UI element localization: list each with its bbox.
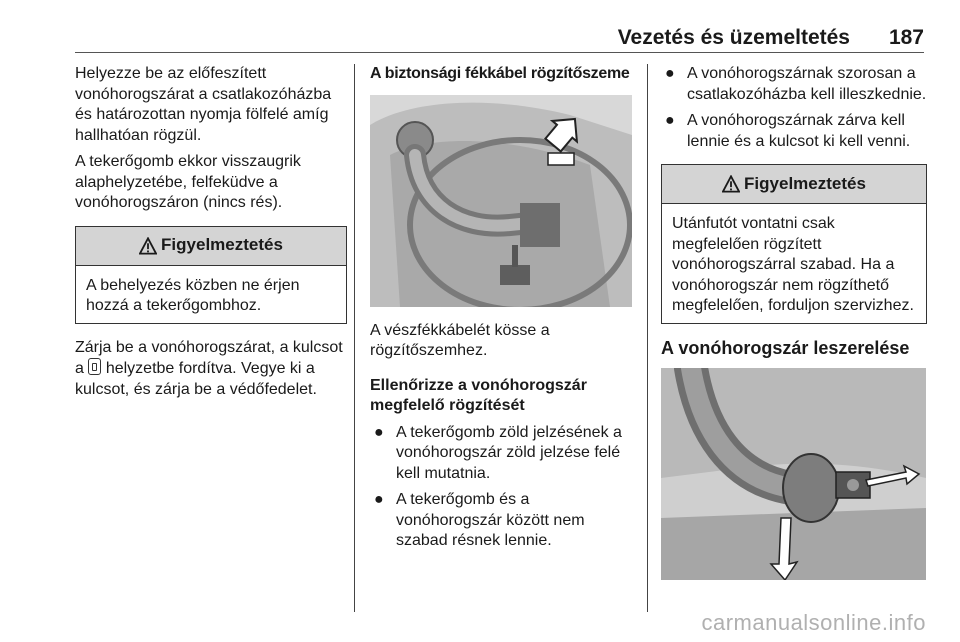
- bullet: ●: [374, 423, 384, 441]
- paragraph: A tekerőgomb ekkor visszaugrik alaphelyzetébe, felfeküdve a vonóhorogszáron (nincs rés).: [75, 153, 301, 211]
- section-title: A vonóhorogszár leszerelése: [661, 337, 910, 358]
- warning-header: [662, 165, 926, 204]
- watermark-text: carmanualsonline.info: [701, 610, 926, 635]
- warning-box: [75, 226, 347, 324]
- header-rule: [75, 52, 924, 53]
- warning-title: Figyelmeztetés: [161, 235, 283, 255]
- subsection-title: Ellenőrizze a vonóhorogszár megfelelő rögzítését: [370, 376, 587, 414]
- text: helyzetbe fordítva. Vegye ki a kulcsot, és zárja be a védőfedelet.: [75, 360, 317, 398]
- text: Zárja be a vonóhorogszárat, a kulcsot a: [75, 338, 343, 377]
- list-item: [370, 490, 632, 552]
- column-middle: [370, 64, 632, 558]
- check-list: [370, 423, 632, 552]
- lock-icon: [88, 358, 101, 375]
- list-item-text: A vonóhorogszárnak zárva kell lennie és a kulcsot ki kell venni.: [687, 112, 911, 150]
- warning-title: Figyelmeztetés: [744, 173, 866, 193]
- section-title: A biztonsági fékkábel rögzítőszeme: [370, 65, 630, 82]
- warning-text: A behelyezés közben ne érjen hozzá a tekerőgombhoz.: [86, 276, 300, 314]
- bullet: ●: [665, 112, 675, 129]
- column-divider: [354, 64, 355, 612]
- bullet: ●: [665, 65, 675, 82]
- paragraph: Helyezze be az előfeszített vonóhorogszárat a csatlakozóházba és határozottan nyomja fölfelé amíg hallhatóan rögzül.: [75, 65, 332, 144]
- towbar-eyelet-illustration: [370, 95, 632, 307]
- column-left: [75, 64, 347, 406]
- column-right: [661, 64, 927, 580]
- warning-triangle-icon: [722, 175, 740, 193]
- list-item-text: A tekerőgomb zöld jelzésének a vonóhorogszár zöld jelzése felé kell mutatnia.: [396, 423, 622, 482]
- page-header: [0, 0, 960, 56]
- warning-text: Utánfutót vontatni csak megfelelően rögzített vonóhorogszárral szabad. Ha a vonóhorogszár nem rögzíthető megfelelően, forduljon szervizhez.: [672, 215, 914, 314]
- check-list: [661, 64, 927, 152]
- warning-box: [661, 164, 927, 324]
- list-item: [661, 111, 927, 152]
- list-item: [661, 64, 927, 105]
- column-divider: [647, 64, 648, 612]
- warning-triangle-icon: [139, 237, 157, 255]
- towbar-removal-illustration: [661, 368, 926, 580]
- bullet: ●: [374, 491, 384, 508]
- figure-caption: A vészfékkábelét kösse a rögzítőszemhez.: [370, 321, 550, 359]
- list-item-text: A vonóhorogszárnak szorosan a csatlakozóházba kell illeszkednie.: [687, 65, 927, 103]
- list-item-text: A tekerőgomb és a vonóhorogszár között nem szabad résnek lennie.: [396, 491, 585, 549]
- page-number: 187: [888, 26, 924, 49]
- warning-header: [76, 227, 346, 266]
- paragraph: [75, 338, 347, 401]
- list-item: [370, 423, 632, 485]
- header-title: Vezetés és üzemeltetés: [617, 26, 850, 49]
